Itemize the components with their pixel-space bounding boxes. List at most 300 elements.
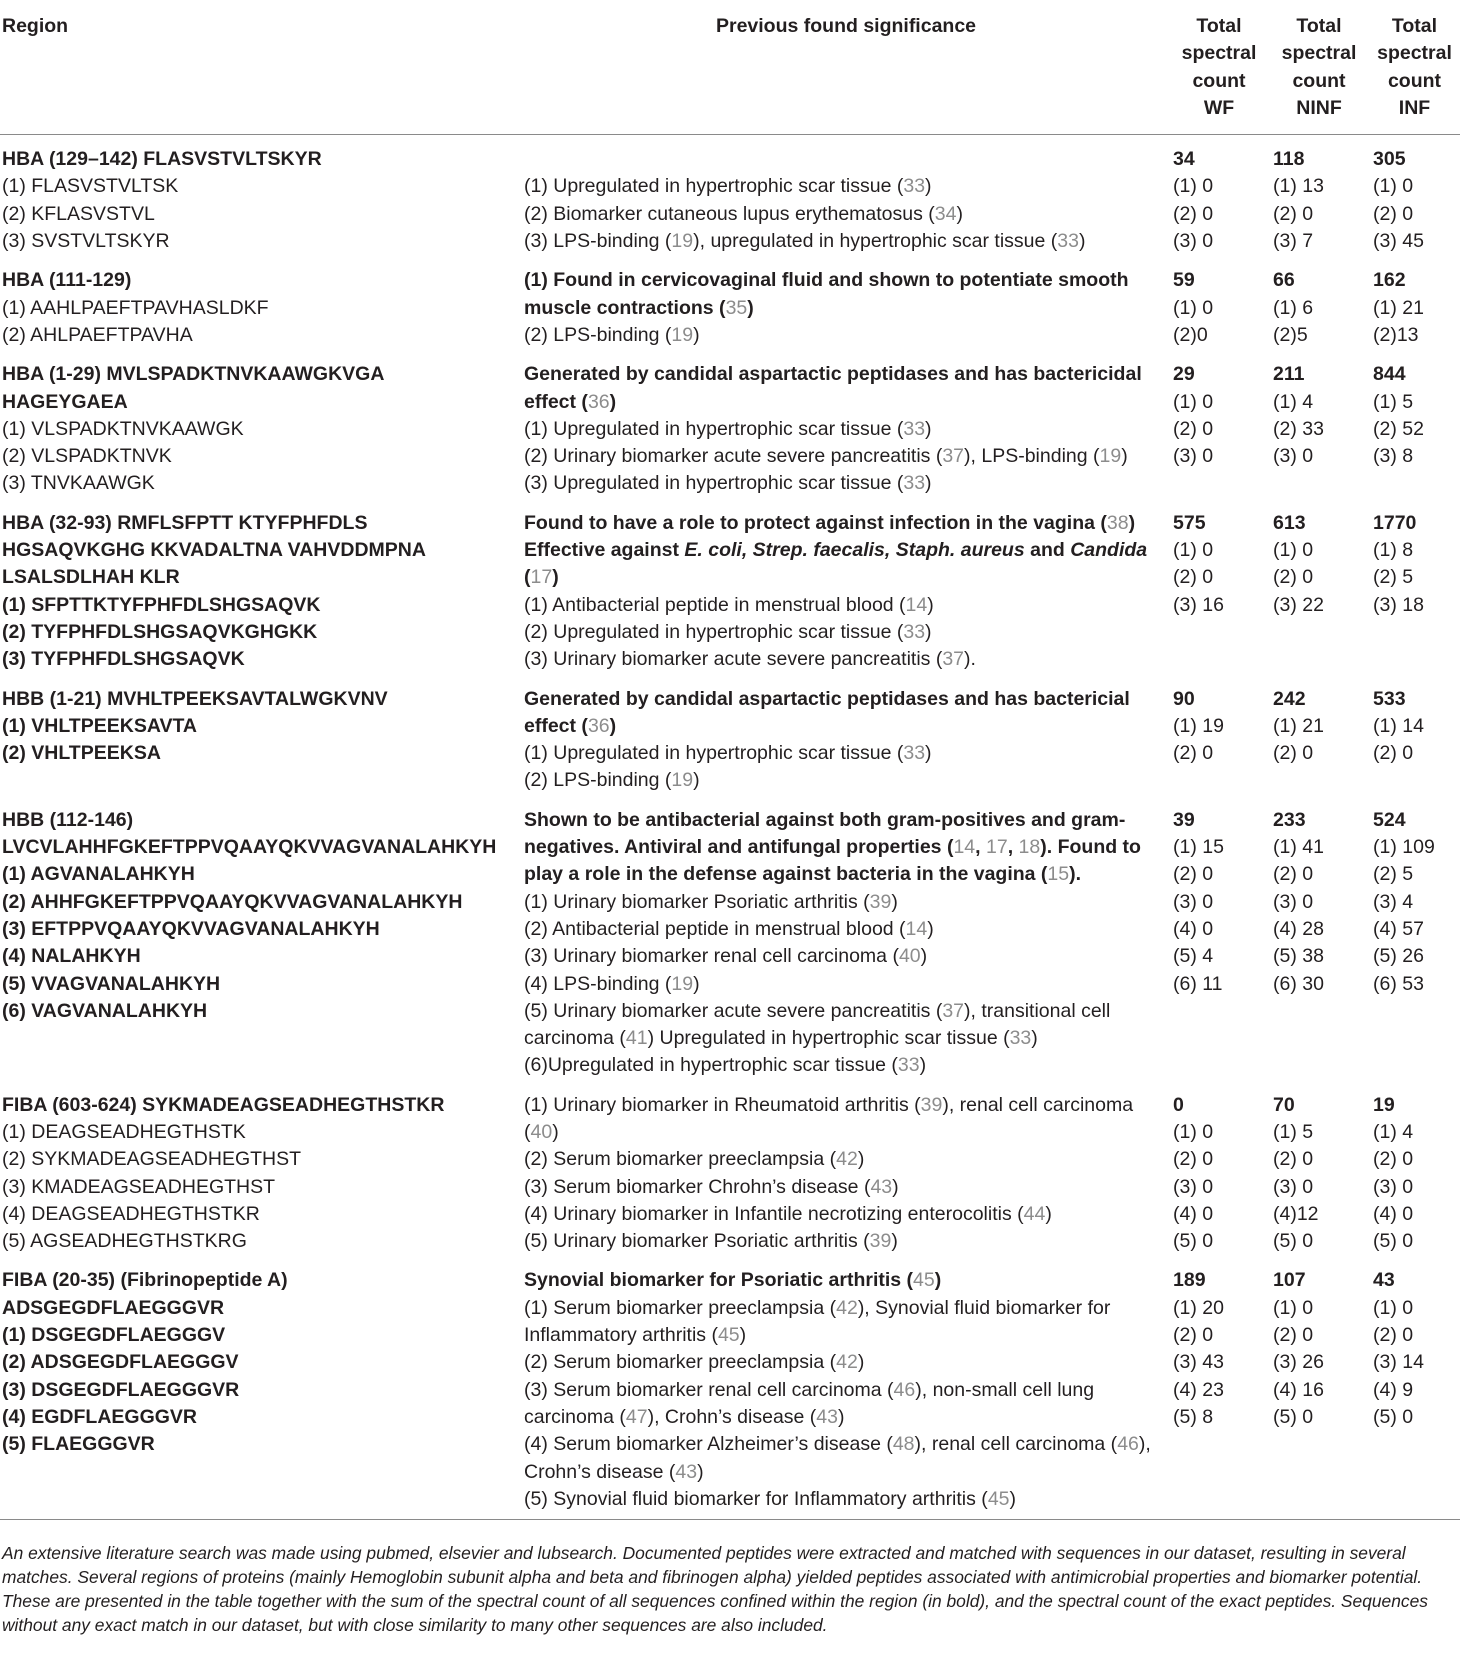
peptide-spectral-count: (1) 5 [1273, 1120, 1314, 1143]
significance-text: ) [693, 769, 700, 792]
citation-reference: 33 [903, 175, 926, 198]
region-cell [0, 1255, 523, 1519]
significance-entry [524, 1228, 1169, 1255]
significance-text: ), non-small cell lung carcinoma ( [524, 1378, 1095, 1428]
header-ninf-line: count [1292, 69, 1346, 92]
citation-reference: 46 [1117, 1433, 1139, 1456]
peptide-spectral-count: (3) 8 [1373, 445, 1414, 468]
peptide-spectral-count: (3) 0 [1173, 445, 1214, 468]
peptide-spectral-count: (2) 5 [1373, 863, 1414, 886]
peptide-sequence: (5) VVAGVANALAHKYH [2, 972, 221, 995]
significance-text: (3) Urinary biomarker renal cell carcinoma ( [524, 945, 899, 968]
significance-text: ) [552, 1120, 559, 1143]
citation-reference: 36 [587, 714, 610, 737]
header-inf-line: Total [1391, 15, 1438, 37]
total-spectral-count: 305 [1373, 148, 1406, 171]
citation-reference: 39 [869, 1230, 892, 1253]
peptide-spectral-count: (1) 14 [1373, 714, 1424, 737]
citation-reference: 33 [1009, 1027, 1032, 1050]
significance-entry [524, 228, 1169, 255]
citation-reference: 40 [898, 945, 921, 968]
significance-entry [524, 767, 1169, 794]
spectral-count-wf-cell [1169, 1080, 1269, 1256]
significance-text: ) [838, 1405, 845, 1428]
peptide-spectral-count: (4) 0 [1173, 1202, 1214, 1225]
significance-text: ) [697, 1460, 704, 1483]
peptide-sequence: (1) VHLTPEEKSAVTA [2, 714, 198, 737]
peptide-spectral-count: (1) 0 [1173, 296, 1214, 319]
italic-organism-name: E. coli, Strep. faecalis, Staph. aureus [684, 539, 1025, 562]
significance-text: and [1024, 539, 1071, 562]
region-cell [0, 498, 523, 674]
spectral-count-ninf-cell [1269, 498, 1369, 674]
table-row [0, 255, 1460, 349]
header-inf-line: count [1387, 69, 1442, 92]
peptide-sequence: (1) DEAGSEADHEGTHSTK [2, 1120, 246, 1143]
significance-text: ) [892, 1175, 899, 1198]
significance-text: Synovial biomarker for Psoriatic arthritis ( [524, 1269, 914, 1292]
peptide-sequence: (1) AAHLPAEFTPAVHASLDKF [2, 296, 269, 319]
total-spectral-count: 29 [1173, 363, 1195, 386]
significance-entry [524, 1174, 1169, 1201]
significance-entry [524, 971, 1169, 998]
table-row [0, 1255, 1460, 1519]
significance-text: (3) Urinary biomarker acute severe pancreatitis ( [524, 648, 943, 671]
significance-cell [523, 795, 1169, 1080]
significance-text: (1) Upregulated in hypertrophic scar tissue ( [524, 742, 904, 765]
peptide-sequence: (2) VHLTPEEKSA [2, 742, 161, 765]
significance-text: ) [925, 175, 932, 198]
spectral-count-wf-cell [1169, 1255, 1269, 1519]
total-spectral-count: 233 [1273, 808, 1306, 831]
header-wf-line: Total [1196, 15, 1242, 37]
total-spectral-count: 575 [1173, 511, 1206, 534]
peptide-spectral-count: (3) 0 [1273, 1175, 1314, 1198]
significance-entry [524, 916, 1169, 943]
significance-text: Shown to be antibacterial against both gram-positives and gram-negatives. Antiviral and antifungal properties ( [524, 808, 1126, 859]
total-spectral-count: 533 [1373, 687, 1406, 710]
significance-text: ) [1031, 1027, 1038, 1050]
spectral-count-inf-cell [1369, 498, 1460, 674]
significance-text: ), transitional cell carcinoma ( [524, 999, 1111, 1050]
peptide-sequence: HGSAQVKGHG KKVADALTNA VAHVDDMPNA [2, 539, 426, 562]
significance-entry [524, 470, 1169, 497]
total-spectral-count: 39 [1173, 808, 1195, 831]
spectral-count-wf-cell [1169, 255, 1269, 349]
peptide-spectral-count: (1) 8 [1373, 539, 1414, 562]
significance-text: ) [609, 390, 617, 413]
peptide-spectral-count: (3) 16 [1173, 593, 1224, 616]
peptide-sequence: (2) TYFPHFDLSHGSAQVKGHGKK [2, 620, 318, 643]
significance-entry [524, 998, 1169, 1053]
peptide-spectral-count: (2) 0 [1173, 1148, 1214, 1171]
peptide-spectral-count: (3) 0 [1173, 1175, 1214, 1198]
peptide-spectral-count: (4) 0 [1173, 917, 1214, 940]
citation-reference: 37 [942, 445, 965, 468]
significance-text: ) [693, 323, 700, 346]
significance-cell [523, 1080, 1169, 1256]
region-cell [0, 674, 523, 795]
citation-reference: 45 [987, 1487, 1010, 1510]
significance-entry [524, 592, 1169, 619]
citation-reference: 39 [920, 1093, 943, 1116]
spectral-count-ninf-cell [1269, 795, 1369, 1080]
peptide-spectral-count: (3) 0 [1173, 890, 1214, 913]
peptide-spectral-count: (5) 0 [1373, 1405, 1414, 1428]
significance-text: Found to have a role to protect against infection in the vagina ( [524, 511, 1107, 534]
citation-reference: 17 [530, 566, 553, 589]
peptide-spectral-count: (1) 13 [1273, 175, 1324, 198]
significance-text: (2) LPS-binding ( [524, 769, 672, 792]
peptide-sequence: (4) NALAHKYH [2, 945, 141, 968]
peptide-spectral-count: (5) 26 [1373, 945, 1424, 968]
peptide-spectral-count: (2) 0 [1273, 566, 1314, 589]
table-row [0, 795, 1460, 1080]
significance-text: (4) LPS-binding ( [524, 972, 672, 995]
peptide-spectral-count: (1) 20 [1173, 1296, 1224, 1319]
significance-text: ) [609, 714, 617, 737]
peptide-spectral-count: (3) 22 [1273, 593, 1324, 616]
significance-text: ) [1009, 1487, 1017, 1510]
citation-reference: 43 [816, 1405, 838, 1428]
significance-text: (1) Urinary biomarker Psoriatic arthritis ( [524, 890, 870, 913]
peptide-spectral-count: (1) 0 [1173, 175, 1214, 198]
citation-reference: 33 [903, 620, 926, 643]
significance-text: (2) Antibacterial peptide in menstrual blood ( [524, 917, 906, 940]
significance-text: (1) Serum biomarker preeclampsia ( [524, 1296, 837, 1319]
table-row [0, 498, 1460, 674]
region-name: HBB (112-146) [2, 808, 134, 831]
significance-entry [524, 267, 1169, 322]
citation-reference: 39 [869, 890, 892, 913]
significance-text: , [975, 836, 986, 859]
significance-entry [524, 1349, 1169, 1376]
peptide-spectral-count: (3) 0 [1273, 445, 1314, 468]
peptide-sequence: (2) KFLASVSTVL [2, 202, 155, 225]
header-row [0, 0, 1460, 135]
spectral-count-ninf-cell [1269, 349, 1369, 497]
table-row [0, 135, 1460, 256]
peptide-spectral-count: (2) 0 [1373, 202, 1414, 225]
significance-entry [524, 619, 1169, 646]
significance-text: (2) Serum biomarker preeclampsia ( [524, 1148, 837, 1171]
peptide-sequence: (1) DSGEGDFLAEGGGV [2, 1324, 226, 1347]
significance-text: (3) LPS-binding ( [524, 230, 672, 253]
significance-text: (1) Found in cervicovaginal fluid and shown to potentiate smooth muscle contractions ( [524, 269, 1129, 319]
citation-reference: 33 [897, 1054, 920, 1077]
significance-text: ( [524, 566, 531, 589]
peptide-spectral-count: (4) 28 [1273, 917, 1324, 940]
citation-reference: 43 [675, 1460, 698, 1483]
region-cell [0, 1080, 523, 1256]
citation-reference: 33 [903, 417, 926, 440]
peptide-sequence: (2) VLSPADKTNVK [2, 445, 172, 468]
peptide-spectral-count: (3) 45 [1373, 230, 1424, 253]
peptide-spectral-count: (1) 0 [1173, 539, 1214, 562]
citation-reference: 33 [903, 472, 926, 495]
peptide-spectral-count: (2) 0 [1173, 863, 1214, 886]
significance-text: ) [891, 1230, 898, 1253]
significance-entry [524, 1092, 1169, 1147]
significance-entry [524, 1201, 1169, 1228]
citation-reference: 17 [986, 836, 1008, 859]
significance-entry [524, 201, 1169, 228]
peptide-spectral-count: (4) 23 [1173, 1378, 1224, 1401]
significance-entry [524, 1052, 1169, 1079]
header-wf [1169, 0, 1269, 135]
significance-text: (4) Urinary biomarker in Infantile necrotizing enterocolitis ( [524, 1202, 1024, 1225]
peptide-sequence: (1) FLASVSTVLTSK [2, 175, 179, 198]
peptide-spectral-count: (3) 0 [1173, 230, 1214, 253]
peptide-spectral-count: (4) 0 [1373, 1202, 1414, 1225]
peptide-sequence: (3) DSGEGDFLAEGGGVR [2, 1378, 240, 1401]
peptide-sequence: (2) AHHFGKEFTPPVQAAYQKVVAGVANALAHKYH [2, 890, 463, 913]
significance-entry [524, 740, 1169, 767]
significance-entry [524, 1267, 1169, 1294]
peptide-spectral-count: (1) 4 [1373, 1120, 1414, 1143]
significance-text: ) [552, 566, 559, 589]
citation-reference: 43 [870, 1175, 893, 1198]
peptide-spectral-count: (3) 4 [1373, 890, 1414, 913]
significance-text: ), Synovial fluid biomarker for Inflammatory arthritis ( [524, 1296, 1111, 1347]
peptide-spectral-count: (2) 0 [1373, 742, 1414, 765]
significance-text: (2) Upregulated in hypertrophic scar tissue ( [524, 620, 904, 643]
significance-text: ), renal cell carcinoma ( [914, 1433, 1118, 1456]
citation-reference: 46 [893, 1378, 916, 1401]
header-inf-line: spectral [1377, 42, 1452, 65]
peptide-spectral-count: (2) 0 [1373, 1324, 1414, 1347]
peptide-spectral-count: (2)13 [1373, 323, 1419, 346]
significance-entry [524, 322, 1169, 349]
header-significance: Previous found significance [523, 0, 1169, 135]
region-name: HBA (129–142) FLASVSTVLTSKYR [2, 148, 322, 171]
citation-reference: 14 [905, 593, 928, 616]
spectral-count-inf-cell [1369, 135, 1460, 256]
significance-entry [524, 361, 1169, 416]
total-spectral-count: 34 [1173, 148, 1195, 171]
spectral-count-ninf-cell [1269, 1080, 1369, 1256]
significance-text: (5) Urinary biomarker Psoriatic arthritis ( [524, 1230, 870, 1253]
peptide-spectral-count: (6) 53 [1373, 972, 1424, 995]
citation-reference: 19 [671, 972, 694, 995]
total-spectral-count: 844 [1373, 363, 1406, 386]
significance-text: Generated by candidal aspartactic peptidases and has bactericidal effect ( [524, 363, 1142, 413]
spectral-count-ninf-cell [1269, 255, 1369, 349]
italic-organism-name: Candida [1070, 539, 1148, 562]
significance-text: ) [1045, 1202, 1052, 1225]
peptide-spectral-count: (6) 30 [1273, 972, 1324, 995]
peptide-spectral-count: (2) 0 [1273, 863, 1314, 886]
peptide-sequence: (3) SVSTVLTSKYR [2, 230, 170, 253]
significance-text: ) [739, 1324, 747, 1347]
total-spectral-count: 0 [1173, 1093, 1184, 1116]
significance-text: ) [925, 417, 932, 440]
citation-reference: 19 [1099, 445, 1122, 468]
significance-text: (1) Antibacterial peptide in menstrual blood ( [524, 593, 906, 616]
citation-reference: 19 [671, 230, 694, 253]
region-name: HBB (1-21) MVHLTPEEKSAVTALWGKVNV [2, 687, 388, 710]
header-ninf [1269, 0, 1369, 135]
citation-reference: 44 [1023, 1202, 1046, 1225]
peptide-sequence: (6) VAGVANALAHKYH [2, 999, 208, 1022]
citation-reference: 14 [905, 917, 928, 940]
significance-text: ). [964, 648, 976, 671]
peptide-sequence: (4) DEAGSEADHEGTHSTKR [2, 1202, 260, 1225]
peptide-sequence: (2) SYKMADEAGSEADHEGTHST [2, 1148, 302, 1171]
peptide-sequence: (1) AGVANALAHKYH [2, 863, 195, 886]
significance-entry [524, 1486, 1169, 1513]
significance-entry [524, 173, 1169, 200]
spectral-count-ninf-cell [1269, 1255, 1369, 1519]
significance-text: ) [927, 593, 934, 616]
table-row [0, 349, 1460, 497]
citation-reference: 47 [625, 1405, 648, 1428]
table-row [0, 674, 1460, 795]
peptide-sequence: (1) VLSPADKTNVKAAWGK [2, 417, 244, 440]
peptide-spectral-count: (2) 0 [1173, 417, 1214, 440]
total-spectral-count: 90 [1173, 687, 1195, 710]
peptide-spectral-count: (2)5 [1273, 323, 1308, 346]
significance-entry [524, 646, 1169, 673]
significance-entry [524, 416, 1169, 443]
citation-reference: 33 [903, 742, 926, 765]
significance-text: (2) Serum biomarker preeclampsia ( [524, 1351, 837, 1374]
header-region: Region [0, 0, 523, 135]
significance-text: ) [747, 296, 754, 319]
citation-reference: 18 [1018, 836, 1041, 859]
spectral-count-inf-cell [1369, 1080, 1460, 1256]
significance-text: ). [1069, 863, 1082, 886]
significance-text: ) [693, 972, 700, 995]
total-spectral-count: 613 [1273, 511, 1306, 534]
significance-text: ). Found to play a role in the defense against bacteria in the vagina ( [524, 836, 1141, 886]
spectral-count-inf-cell [1369, 1255, 1460, 1519]
significance-entry [524, 889, 1169, 916]
total-spectral-count: 107 [1273, 1269, 1306, 1292]
significance-cell [523, 349, 1169, 497]
citation-reference: 42 [836, 1148, 858, 1171]
total-spectral-count: 524 [1373, 808, 1406, 831]
total-spectral-count: 59 [1173, 269, 1195, 292]
significance-text: , [1007, 836, 1019, 859]
citation-reference: 41 [625, 1027, 648, 1050]
peptide-spectral-count: (6) 11 [1173, 972, 1223, 995]
citation-reference: 36 [587, 390, 610, 413]
peptide-spectral-count: (5) 0 [1173, 1230, 1214, 1253]
significance-cell [523, 1255, 1169, 1519]
significance-text: ) [925, 472, 932, 495]
spectral-count-wf-cell [1169, 135, 1269, 256]
significance-text: ) [925, 742, 932, 765]
spectral-count-ninf-cell [1269, 135, 1369, 256]
region-name: FIBA (20-35) (Fibrinopeptide A) [2, 1269, 288, 1292]
peptide-spectral-count: (3) 43 [1173, 1351, 1224, 1374]
peptide-spectral-count: (2) 0 [1173, 742, 1214, 765]
citation-reference: 40 [530, 1120, 553, 1143]
significance-text: Generated by candidal aspartactic peptidases and has bactericial effect ( [524, 687, 1130, 737]
peptide-spectral-count: (5) 0 [1273, 1230, 1314, 1253]
spectral-count-wf-cell [1169, 498, 1269, 674]
peptide-sequence: (2) AHLPAEFTPAVHA [2, 323, 193, 346]
peptide-spectral-count: (1) 15 [1173, 836, 1224, 859]
significance-entry [524, 686, 1169, 741]
peptide-spectral-count: (1) 0 [1273, 539, 1314, 562]
spectral-count-wf-cell [1169, 349, 1269, 497]
significance-entry [524, 807, 1169, 889]
citation-reference: 48 [892, 1433, 915, 1456]
significance-text: (1) Upregulated in hypertrophic scar tissue ( [524, 175, 904, 198]
significance-entry [524, 1295, 1169, 1350]
significance-text: ) Upregulated in hypertrophic scar tissue ( [647, 1027, 1010, 1050]
significance-text: ) [857, 1351, 865, 1374]
significance-text: (1) Upregulated in hypertrophic scar tissue ( [524, 417, 904, 440]
significance-text: (3) Serum biomarker Chrohn’s disease ( [524, 1175, 871, 1198]
peptide-sequence: (3) TNVKAAWGK [2, 472, 155, 495]
significance-text: (4) Serum biomarker Alzheimer’s disease ( [524, 1433, 893, 1456]
peptide-spectral-count: (2) 0 [1173, 1324, 1214, 1347]
peptide-spectral-count: (2) 5 [1373, 566, 1414, 589]
significance-entry [524, 510, 1169, 537]
citation-reference: 37 [942, 648, 965, 671]
citation-reference: 45 [913, 1269, 935, 1292]
significance-text: ), LPS-binding ( [964, 445, 1100, 468]
spectral-count-inf-cell [1369, 795, 1460, 1080]
total-spectral-count: 1770 [1373, 511, 1417, 534]
total-spectral-count: 118 [1273, 148, 1305, 171]
significance-text: (2) Biomarker cutaneous lupus erythematosus ( [524, 202, 935, 225]
peptide-spectral-count: (2) 0 [1173, 566, 1214, 589]
significance-text: (2) LPS-binding ( [524, 323, 672, 346]
peptide-spectral-count: (3) 0 [1273, 890, 1314, 913]
significance-text: ) [919, 1054, 927, 1077]
region-cell [0, 255, 523, 349]
peptide-sequence: ADSGEGDFLAEGGGVR [2, 1296, 225, 1319]
total-spectral-count: 189 [1173, 1269, 1206, 1292]
peptide-spectral-count: (4) 9 [1373, 1378, 1414, 1401]
peptide-sequence: LVCVLAHHFGKEFTPPVQAAYQKVVAGVANALAHKYH [2, 836, 497, 859]
significance-text: ), Crohn’s disease ( [647, 1405, 817, 1428]
citation-reference: 14 [953, 836, 976, 859]
significance-entry [524, 1377, 1169, 1432]
region-name: FIBA (603-624) SYKMADEAGSEADHEGTHSTKR [2, 1093, 445, 1116]
peptide-sequence: (4) EGDFLAEGGGVR [2, 1405, 198, 1428]
significance-text: ) [857, 1148, 865, 1171]
peptide-spectral-count: (3) 0 [1373, 1175, 1414, 1198]
peptide-sequence: (3) EFTPPVQAAYQKVVAGVANALAHKYH [2, 917, 380, 940]
peptide-spectral-count: (2) 0 [1173, 202, 1214, 225]
peptide-spectral-count: (1) 109 [1373, 836, 1435, 859]
peptide-sequence: (2) ADSGEGDFLAEGGGV [2, 1351, 239, 1374]
significance-entry [524, 146, 1169, 173]
peptide-spectral-count: (1) 0 [1173, 1120, 1214, 1143]
spectral-count-ninf-cell [1269, 674, 1369, 795]
citation-reference: 33 [1057, 230, 1079, 253]
peptide-spectral-count: (1) 0 [1173, 390, 1214, 413]
peptide-spectral-count: (1) 4 [1273, 390, 1314, 413]
header-inf-line: INF [1398, 96, 1431, 119]
peptide-sequence: (3) TYFPHFDLSHGSAQVK [2, 648, 245, 671]
peptide-spectral-count: (2) 0 [1273, 1148, 1314, 1171]
spectral-count-wf-cell [1169, 674, 1269, 795]
significance-cell [523, 498, 1169, 674]
peptide-spectral-count: (5) 38 [1273, 945, 1324, 968]
peptide-spectral-count: (3) 7 [1273, 230, 1314, 253]
peptide-spectral-count: (4) 57 [1373, 917, 1424, 940]
peptide-spectral-count: (1) 19 [1173, 714, 1224, 737]
table-row [0, 1080, 1460, 1256]
peptide-spectral-count: (1) 21 [1273, 714, 1324, 737]
citation-reference: 34 [934, 202, 957, 225]
